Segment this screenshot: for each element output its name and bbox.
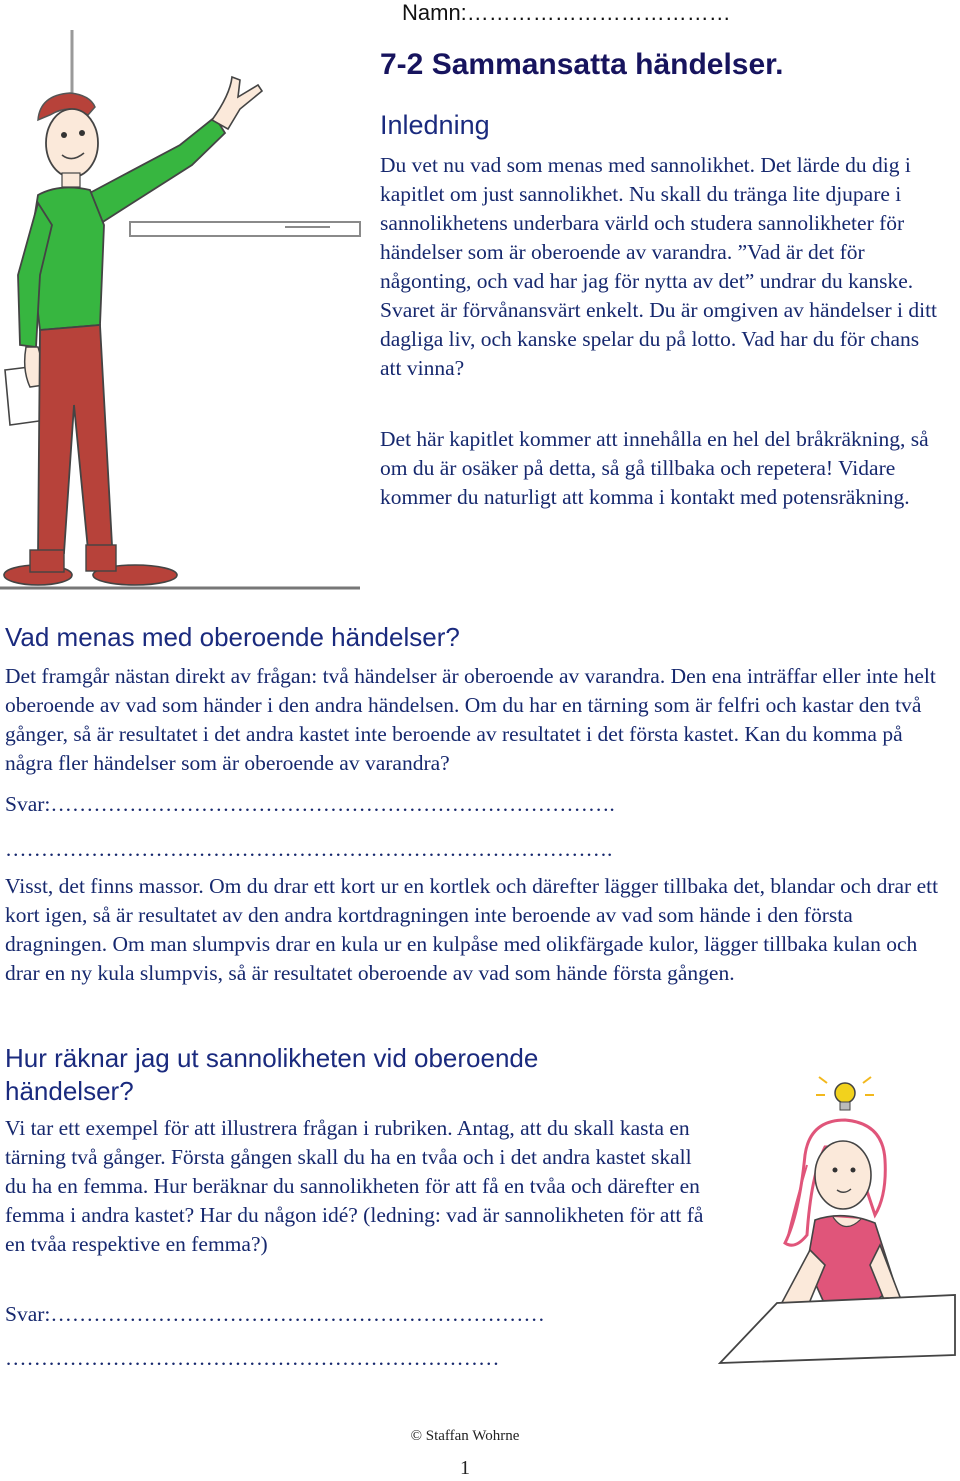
section2-paragraph: Vi tar ett exempel för att illustrera frågan i rubriken. Antag, att du skall kasta en tärning två gånger. Första gången skall du ha en tvåa och i det andra kastet skall du ha en femma. Hur beräknar du sannolikheten för att få en tvåa och därefter en femma i andra kastet? Har du någon idé? (ledning: vad är sannolikheten för att få en tvåa respektive en femma?) <box>5 1116 704 1256</box>
answer-line-continued[interactable]: …………………………………………………………………………. <box>5 837 613 861</box>
lightbulb-icon <box>816 1077 874 1110</box>
teacher-trousers <box>38 325 112 555</box>
intro-paragraph: Du vet nu vad som menas med sannolikhet. Det lärde du dig i kapitlet om just sannolikhet. Nu skall du tränga lite djupare i sannolikhetens underbara värld och studera sannolikheter för händelser som är oberoende av varandra. ”Vad är det för någonting, och vad har jag för nytta av det” undrar du kanske. Svaret är förvånansvärt enkelt. Du är omgiven av händelser i ditt dagliga liv, och kanske spelar du på lotto. Vad har du för chans att vinna? <box>380 153 938 380</box>
section-heading-calculate-probability: Hur räknar jag ut sannolikheten vid oberoende händelser? <box>5 1043 539 1106</box>
student-face <box>815 1141 871 1209</box>
answer-line-2[interactable]: Svar:…………………………………………………………… <box>5 1302 545 1326</box>
teacher-illustration <box>0 25 370 600</box>
teacher-hand <box>212 77 262 129</box>
student-desk <box>720 1295 955 1363</box>
answer-line[interactable]: Svar:……………………………………………………………………. <box>5 792 615 816</box>
intro-heading: Inledning <box>380 110 490 140</box>
section1-paragraph-2: Visst, det finns massor. Om du drar ett kort ur en kortlek och därefter lägger tillbaka det, blandar och drar ett kort igen, så är resultatet av den andra kortdragningen inte beroende av vad som hände i den första dragningen. Om man slumpvis drar en kula ur en kulpåse med olikfärgade kulor, lägger tillbaka kulan och drar en ny kula slumpvis, så är resultatet oberoende av vad som hände första gången. <box>5 874 939 985</box>
section-heading-independent-events: Vad menas med oberoende händelser? <box>5 622 460 652</box>
board-ledge <box>130 222 360 236</box>
teacher-head <box>46 109 98 177</box>
page-title: 7-2 Sammansatta händelser. <box>380 48 784 81</box>
answer-line-2-continued[interactable]: …………………………………………………………… <box>5 1346 500 1370</box>
page-number: 1 <box>460 1457 470 1479</box>
student-illustration <box>715 1075 960 1375</box>
teacher-raised-arm <box>86 117 225 225</box>
name-field-label: Namn:……………………………… <box>402 0 731 25</box>
intro-paragraph-2: Det här kapitlet kommer att innehålla en hel del bråkräkning, så om du är osäker på detta, så gå tillbaka och repetera! Vidare kommer du naturligt att komma i kontakt med potensräkning. <box>380 427 929 509</box>
copyright-footer: © Staffan Wohrne <box>410 1428 520 1444</box>
section1-paragraph: Det framgår nästan direkt av frågan: två händelser är oberoende av varandra. Den ena inträffar eller inte helt oberoende av vad som händer i den andra händelsen. Om du har en tärning som är felfri och kastar den två gånger, så är resultatet i det andra kastet inte beroende av resultatet i det första kastet. Kan du komma på några fler händelser som är oberoende av varandra? <box>5 664 936 775</box>
